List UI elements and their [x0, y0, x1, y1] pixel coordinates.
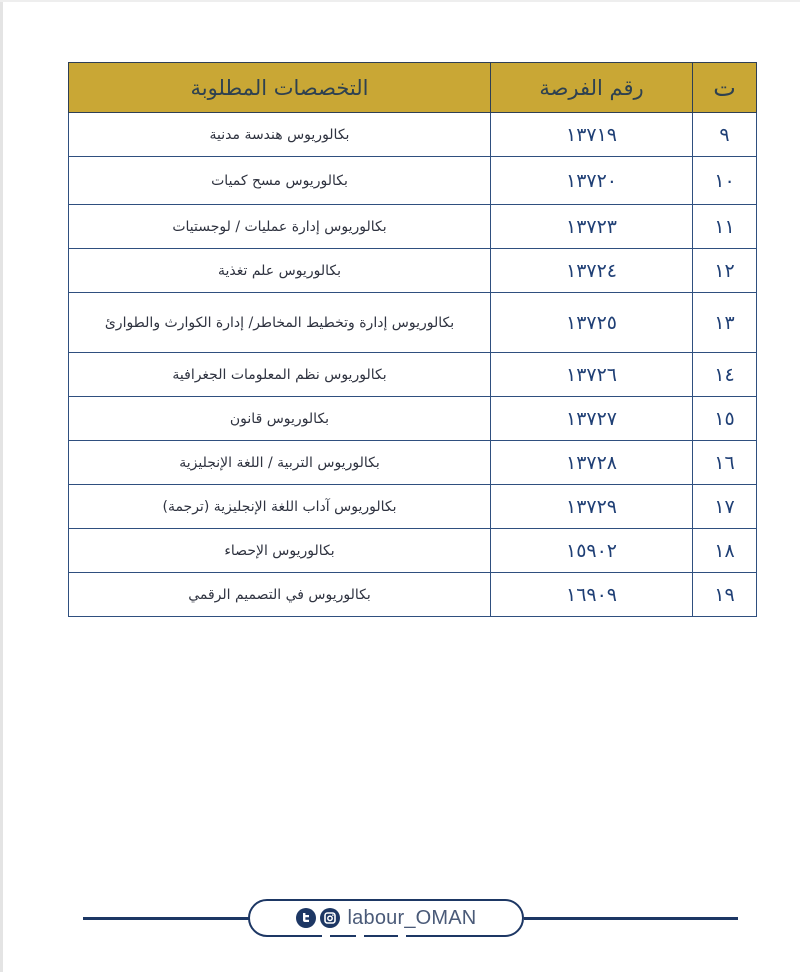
- row-index: ١٥: [693, 397, 757, 441]
- page-edge-top: [0, 0, 800, 2]
- twitter-icon[interactable]: [296, 908, 316, 928]
- table-row: [69, 485, 757, 529]
- opportunity-number: ١٣٧٢٨: [491, 441, 693, 485]
- specialization: بكالوريوس مسح كميات: [69, 157, 491, 205]
- table-row: [69, 157, 757, 205]
- header-opportunity-number: رقم الفرصة: [491, 63, 693, 113]
- table-row: [69, 249, 757, 293]
- specialization: بكالوريوس آداب اللغة الإنجليزية (ترجمة): [69, 485, 491, 529]
- opportunity-number: ١٣٧٢٧: [491, 397, 693, 441]
- footer-divider-left: [83, 917, 249, 920]
- social-handle-badge[interactable]: [248, 899, 524, 937]
- opportunity-number: ١٣٧٢٤: [491, 249, 693, 293]
- header-required-specializations: التخصصات المطلوبة: [69, 63, 491, 113]
- specialization: بكالوريوس إدارة وتخطيط المخاطر/ إدارة الكوارث والطوارئ: [69, 293, 491, 353]
- header-index: ت: [693, 63, 757, 113]
- row-index: ١٨: [693, 529, 757, 573]
- specialization: بكالوريوس التربية / اللغة الإنجليزية: [69, 441, 491, 485]
- social-handle-text: labour_OMAN: [347, 906, 477, 929]
- table-row: [69, 441, 757, 485]
- specialization: بكالوريوس هندسة مدنية: [69, 113, 491, 157]
- opportunity-number: ١٣٧٢٣: [491, 205, 693, 249]
- row-index: ١١: [693, 205, 757, 249]
- table-row: [69, 397, 757, 441]
- opportunity-number: ١٣٧٢٥: [491, 293, 693, 353]
- specialization: بكالوريوس في التصميم الرقمي: [69, 573, 491, 617]
- row-index: ١٩: [693, 573, 757, 617]
- specializations-table-container: [68, 62, 756, 617]
- opportunity-number: ١٦٩٠٩: [491, 573, 693, 617]
- table-row: [69, 573, 757, 617]
- row-index: ١٦: [693, 441, 757, 485]
- opportunity-number: ١٣٧٢٦: [491, 353, 693, 397]
- specialization: بكالوريوس الإحصاء: [69, 529, 491, 573]
- specialization: بكالوريوس علم تغذية: [69, 249, 491, 293]
- page-edge: [0, 0, 3, 972]
- specialization: بكالوريوس نظم المعلومات الجغرافية: [69, 353, 491, 397]
- table-header-row: [69, 63, 757, 113]
- row-index: ١٣: [693, 293, 757, 353]
- specialization: بكالوريوس قانون: [69, 397, 491, 441]
- specializations-table: [68, 62, 757, 617]
- table-row: [69, 529, 757, 573]
- opportunity-number: ١٣٧٢٩: [491, 485, 693, 529]
- table-row: [69, 293, 757, 353]
- instagram-icon[interactable]: [320, 908, 340, 928]
- table-row: [69, 205, 757, 249]
- opportunity-number: ١٥٩٠٢: [491, 529, 693, 573]
- footer-divider-right: [524, 917, 738, 920]
- row-index: ١٤: [693, 353, 757, 397]
- opportunity-number: ١٣٧٢٠: [491, 157, 693, 205]
- row-index: ١٧: [693, 485, 757, 529]
- row-index: ١٢: [693, 249, 757, 293]
- row-index: ٩: [693, 113, 757, 157]
- table-row: [69, 353, 757, 397]
- specialization: بكالوريوس إدارة عمليات / لوجستيات: [69, 205, 491, 249]
- row-index: ١٠: [693, 157, 757, 205]
- table-row: [69, 113, 757, 157]
- opportunity-number: ١٣٧١٩: [491, 113, 693, 157]
